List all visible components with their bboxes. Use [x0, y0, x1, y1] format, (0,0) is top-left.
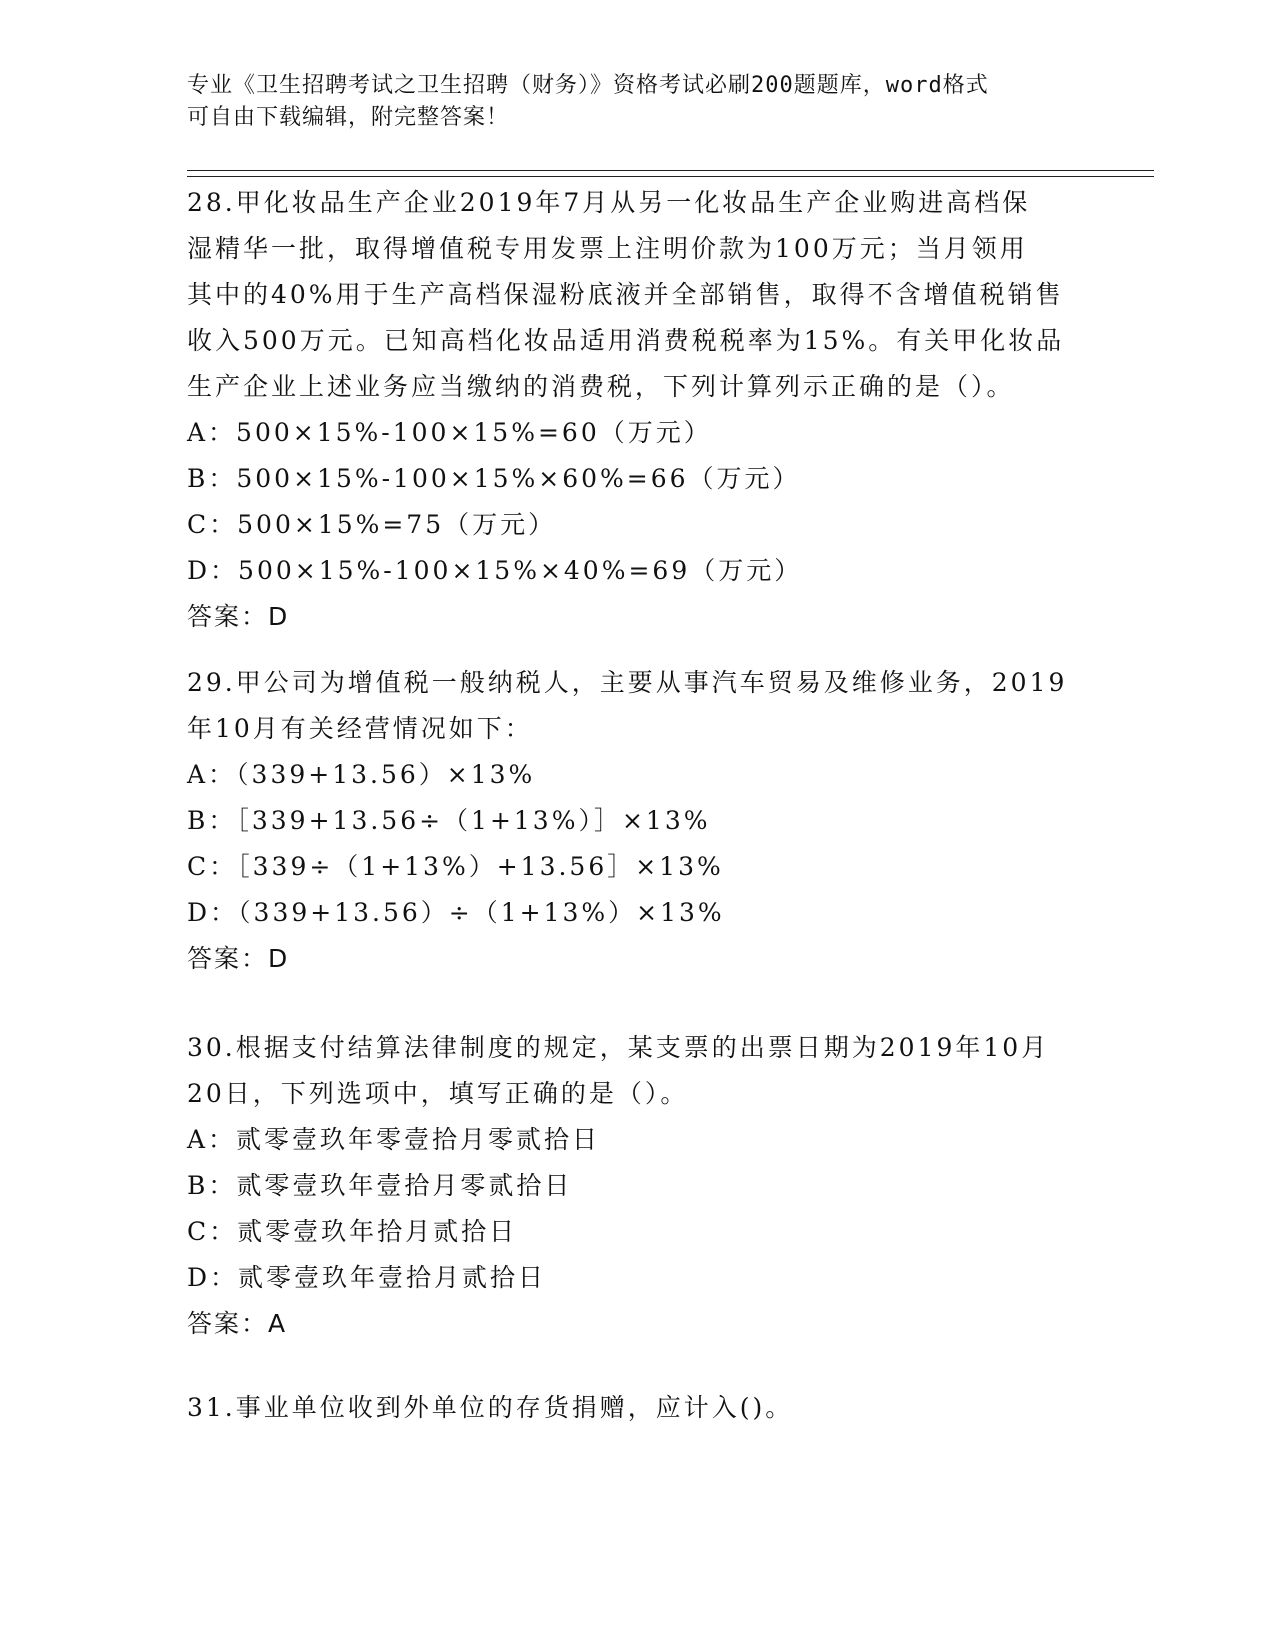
answer-label: 答案：A — [187, 1309, 288, 1338]
option-b: B：贰零壹玖年壹拾月零贰拾日 — [187, 1171, 573, 1200]
question-30 — [187, 1025, 1087, 1347]
option-a: A：贰零壹玖年零壹拾月零贰拾日 — [187, 1125, 601, 1154]
question-text-line: 其中的40%用于生产高档保湿粉底液并全部销售，取得不含增值税销售 — [187, 280, 1064, 309]
question-29 — [187, 660, 1087, 982]
question-28 — [187, 180, 1087, 640]
option-d: D：（339+13.56）÷（1+13%）×13% — [187, 898, 725, 927]
question-text-line: 20日，下列选项中，填写正确的是（）。 — [187, 1079, 689, 1108]
option-c: C：贰零壹玖年拾月贰拾日 — [187, 1217, 518, 1246]
question-text-line: 28.甲化妆品生产企业2019年7月从另一化妆品生产企业购进高档保 — [187, 188, 1031, 217]
option-a: A：（339+13.56）×13% — [187, 760, 536, 789]
option-b: B：［339+13.56÷（1+13%）］×13% — [187, 806, 711, 835]
option-c: C：500×15%=75（万元） — [187, 510, 557, 539]
option-c: C：［339÷（1+13%）+13.56］×13% — [187, 852, 724, 881]
option-a: A：500×15%-100×15%=60（万元） — [187, 418, 712, 447]
question-31 — [187, 1385, 1087, 1431]
option-b: B：500×15%-100×15%×60%=66（万元） — [187, 464, 801, 493]
header-line-2: 可自由下载编辑，附完整答案！ — [187, 105, 510, 130]
question-text-line: 30.根据支付结算法律制度的规定，某支票的出票日期为2019年10月 — [187, 1033, 1050, 1062]
answer-label: 答案：D — [187, 602, 290, 631]
question-text-line: 年10月有关经营情况如下： — [187, 714, 533, 743]
question-text-line: 29.甲公司为增值税一般纳税人，主要从事汽车贸易及维修业务，2019 — [187, 668, 1068, 697]
question-text-line: 生产企业上述业务应当缴纳的消费税，下列计算列示正确的是（）。 — [187, 372, 1015, 401]
header-line-1: 专业《卫生招聘考试之卫生招聘（财务）》资格考试必刷200题题库，word格式 — [187, 73, 989, 98]
answer-label: 答案：D — [187, 944, 290, 973]
question-text-line: 湿精华一批，取得增值税专用发票上注明价款为100万元；当月领用 — [187, 234, 1028, 263]
question-text-line: 收入500万元。已知高档化妆品适用消费税税率为15%。有关甲化妆品 — [187, 326, 1065, 355]
question-text-line: 31.事业单位收到外单位的存货捐赠，应计入()。 — [187, 1393, 794, 1422]
header-divider-top — [187, 170, 1154, 171]
header-divider-bottom — [187, 176, 1154, 177]
option-d: D：500×15%-100×15%×40%=69（万元） — [187, 556, 803, 585]
option-d: D：贰零壹玖年壹拾月贰拾日 — [187, 1263, 547, 1292]
